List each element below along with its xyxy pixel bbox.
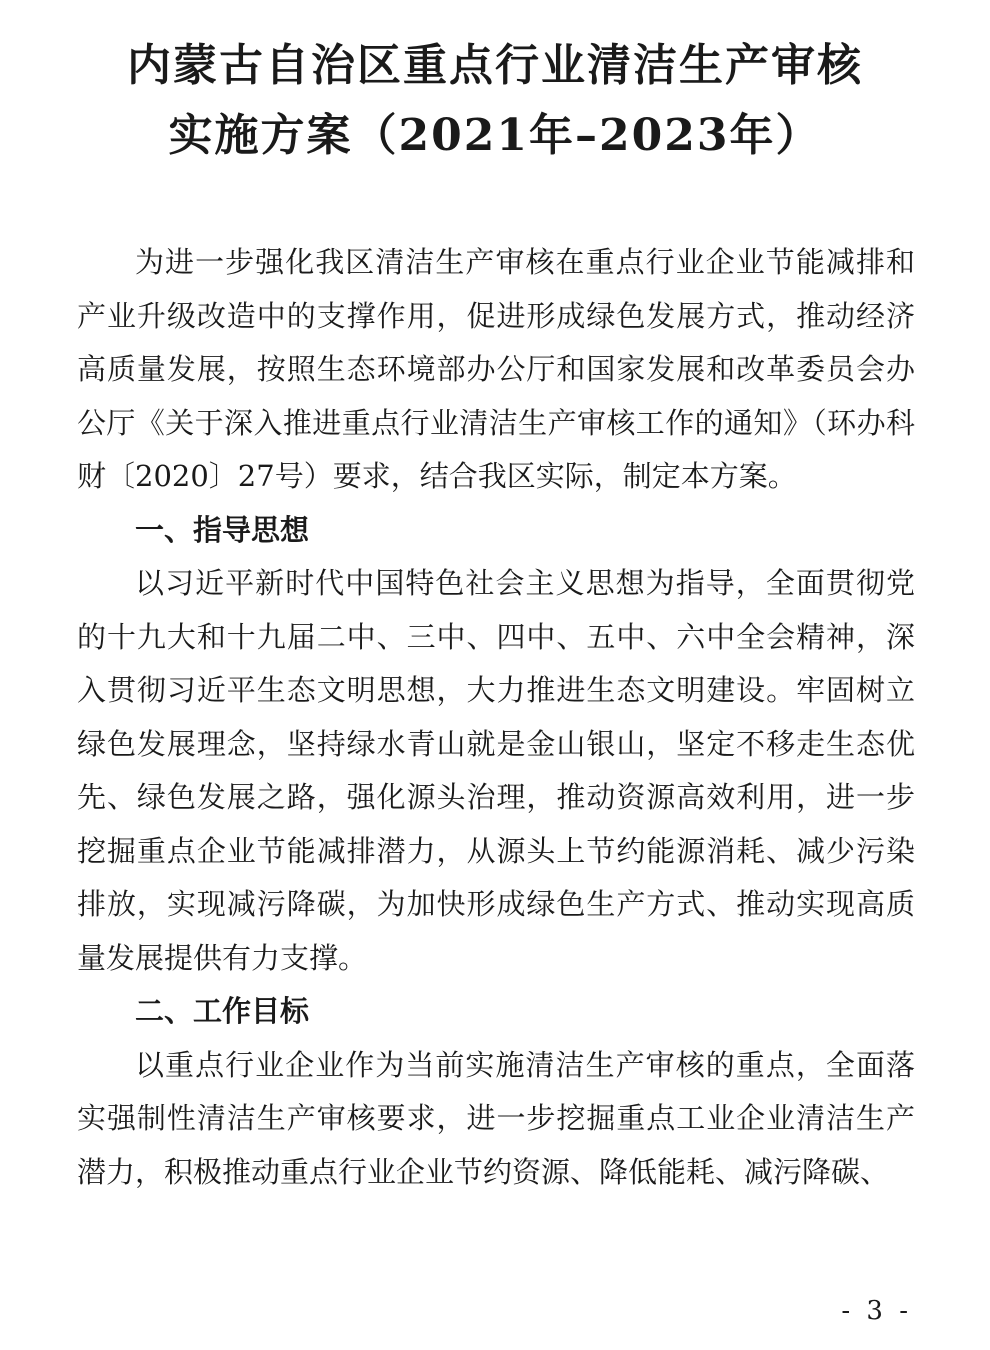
document-body: [77, 236, 915, 1199]
section-1-heading: 一、指导思想: [135, 512, 310, 547]
page-number: - 3 -: [841, 1296, 912, 1326]
document-title-line-2: 实施方案（2021年–2023年）: [168, 110, 822, 161]
section-1-paragraph: 以习近平新时代中国特色社会主义思想为指导，全面贯彻党的十九大和十九届二中、三中、四中、五中、六中全会精神，深入贯彻习近平生态文明思想，大力推进生态文明建设。牢固树立绿色发展理念，坚持绿水青山就是金山银山，坚定不移走生态优先、绿色发展之路，强化源头治理，推动资源高效利用，进一步挖掘重点企业节能减排潜力，从源头上节约能源消耗、减少污染排放，实现减污降碳，为加快形成绿色生产方式、推动实现高质量发展提供有力支撑。: [77, 566, 915, 975]
section-2-heading: 二、工作目标: [135, 994, 310, 1028]
document-title-line-1: 内蒙古自治区重点行业清洁生产审核: [127, 40, 863, 91]
section-2-paragraph: 以重点行业企业作为当前实施清洁生产审核的重点，全面落实强制性清洁生产审核要求，进一步挖掘重点工业企业清洁生产潜力，积极推动重点行业企业节约资源、降低能耗、减污降碳、: [77, 1047, 915, 1189]
intro-paragraph: 为进一步强化我区清洁生产审核在重点行业企业节能减排和产业升级改造中的支撑作用，促进形成绿色发展方式，推动经济高质量发展，按照生态环境部办公厅和国家发展和改革委员会办公厅《关于深入推进重点行业清洁生产审核工作的通知》（环办科财〔2020〕27号）要求，结合我区实际，制定本方案。: [77, 245, 915, 493]
